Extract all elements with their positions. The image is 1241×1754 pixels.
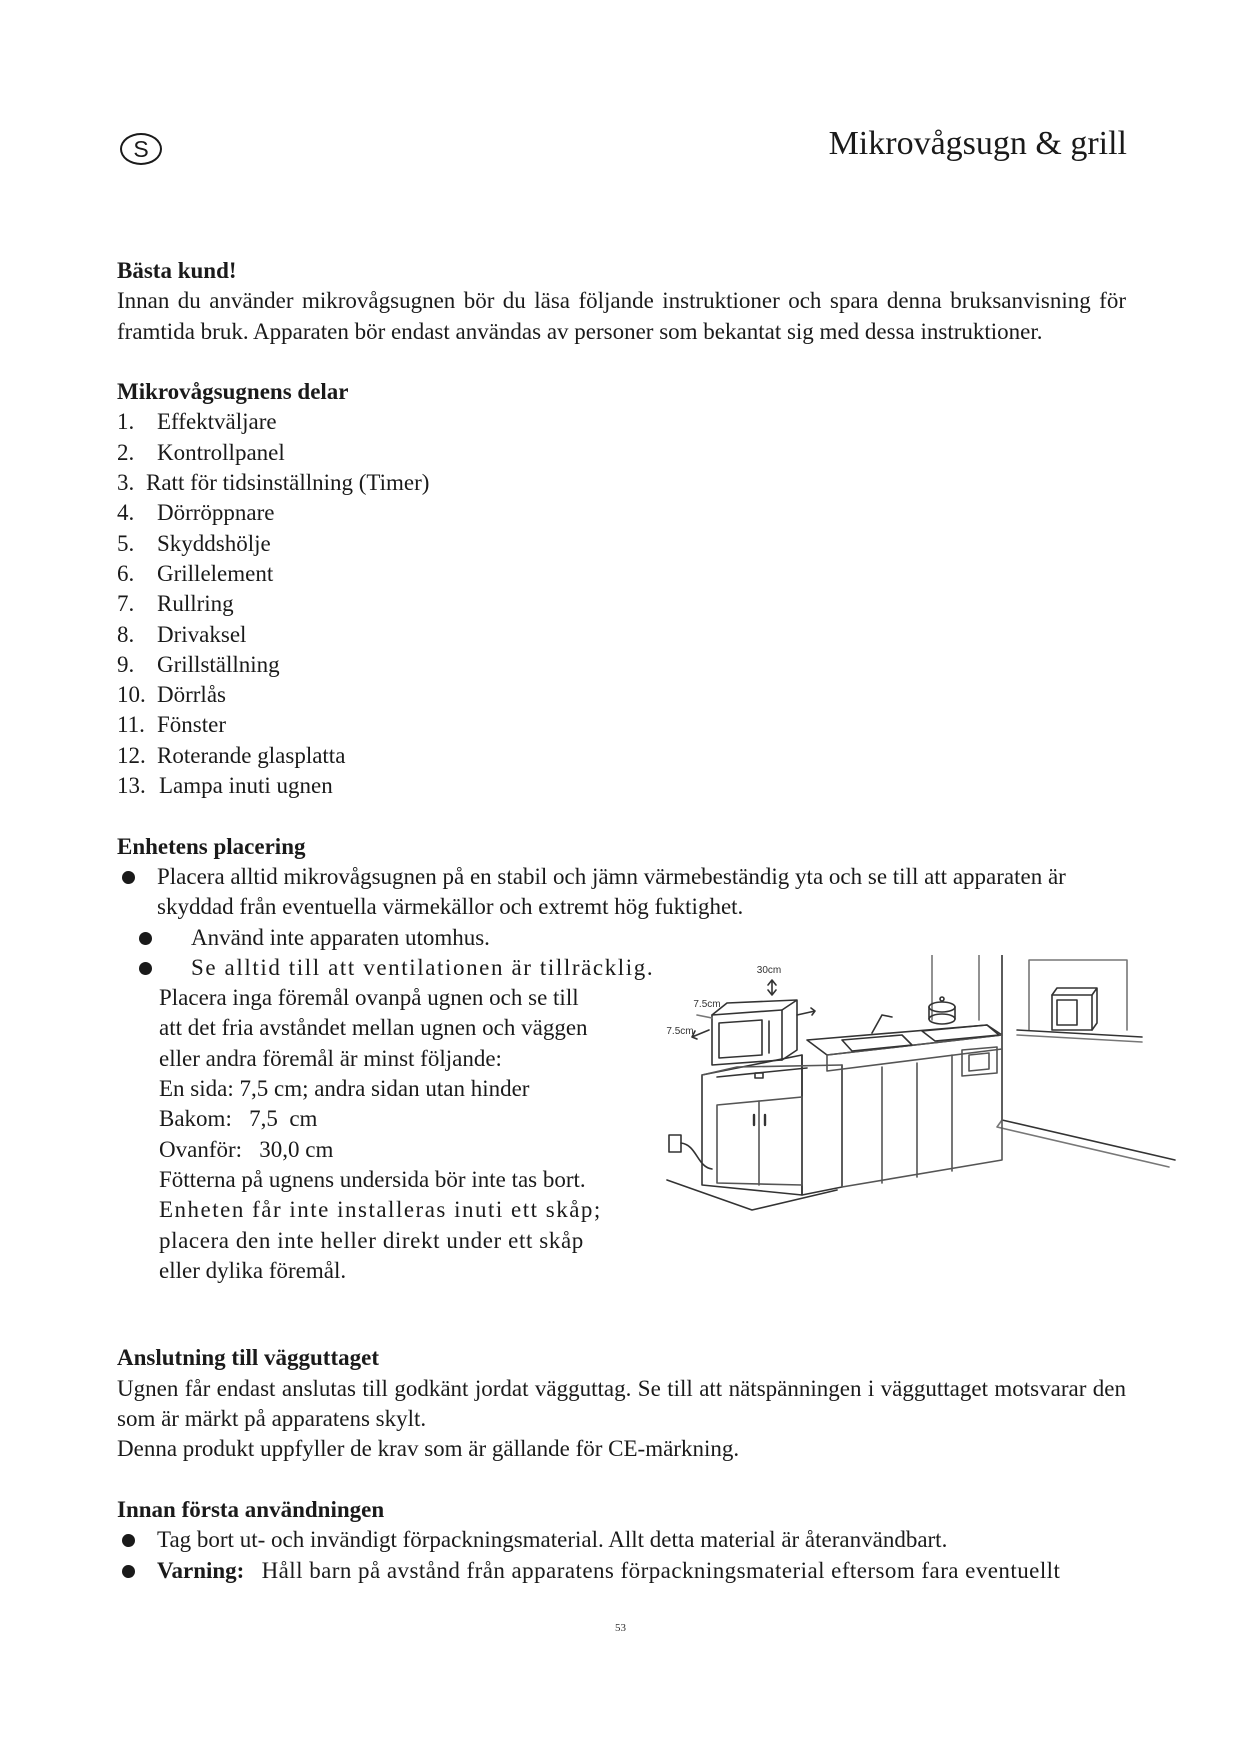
list-item	[117, 438, 1126, 468]
clearance-line: Bakom: 7,5 cm	[159, 1106, 318, 1132]
item-label: Dörrlås	[157, 682, 226, 708]
list-item	[117, 710, 1126, 740]
list-item	[117, 771, 1126, 801]
item-number: 3.	[117, 470, 135, 496]
first-use-bullets	[117, 1525, 1126, 1586]
list-item	[117, 923, 1126, 953]
clearance-side-label: 7.5cm	[693, 999, 721, 1011]
intro-paragraph: Innan du använder mikrovågsugnen bör du läsa följande instruktioner och spara denna bruksanvisning för framtida bruk. Apparaten bör endast användas av personer som bekantat sig med dessa instruktioner.	[117, 288, 1126, 344]
item-label: Skyddshölje	[157, 530, 271, 556]
bullet-icon	[122, 1565, 135, 1578]
item-number: 2.	[117, 439, 135, 465]
language-badge	[120, 133, 162, 165]
item-number: 12.	[117, 742, 146, 768]
clearance-top-label: 30cm	[756, 965, 782, 977]
item-label: Grillställning	[157, 651, 280, 677]
item-number: 8.	[117, 621, 135, 647]
item-label: Lampa inuti ugnen	[159, 773, 333, 799]
list-item	[117, 680, 1126, 710]
item-label: Dörröppnare	[157, 500, 275, 526]
parts-list	[117, 407, 1126, 801]
list-item	[117, 498, 1126, 528]
item-label: Ratt för tidsinställning (Timer)	[146, 470, 430, 496]
connection-heading: Anslutning till vägguttaget	[117, 1345, 379, 1371]
list-item	[117, 862, 1126, 923]
first-use-heading: Innan första användningen	[117, 1496, 385, 1522]
list-item	[117, 559, 1126, 589]
clearance-text	[159, 983, 647, 1286]
page-content	[117, 256, 1126, 1586]
list-item	[117, 468, 1126, 498]
parts-heading: Mikrovågsugnens delar	[117, 379, 349, 405]
clearance-back-label: 7.5cm	[666, 1026, 694, 1038]
warning-label: Varning:	[157, 1557, 245, 1583]
clearance-line: Ovanför: 30,0 cm	[159, 1136, 334, 1162]
list-item	[117, 620, 1126, 650]
item-number: 13.	[117, 773, 146, 799]
list-item	[117, 529, 1126, 559]
connection-paragraph: Ugnen får endast anslutas till godkänt jordat vägguttag. Se till att nätspänningen i vägguttaget motsvarar den som är märkt på apparatens skylt.	[117, 1375, 1126, 1432]
document-title: Mikrovågsugn & grill	[828, 125, 1127, 162]
item-label: Drivaksel	[157, 621, 247, 647]
list-item	[117, 741, 1126, 771]
clearance-line: att det fria avståndet mellan ugnen och väggen	[159, 1015, 588, 1041]
bullet-text: Använd inte apparaten utomhus.	[191, 924, 490, 950]
clearance-line: placera den inte heller direkt under ett skåp	[159, 1227, 584, 1253]
warning-text: Håll barn på avstånd från apparatens förpackningsmaterial eftersom fara eventuellt	[261, 1557, 1061, 1583]
clearance-line: En sida: 7,5 cm; andra sidan utan hinder	[159, 1076, 530, 1102]
item-label: Kontrollpanel	[157, 439, 285, 465]
clearance-line: Fötterna på ugnens undersida bör inte tas bort.	[159, 1166, 586, 1192]
kitchen-placement-illustration	[657, 955, 1177, 1225]
item-number: 6.	[117, 560, 135, 586]
item-label: Fönster	[157, 712, 226, 738]
list-item	[117, 1525, 1126, 1555]
ce-compliance-paragraph: Denna produkt uppfyller de krav som är gällande för CE-märkning.	[117, 1436, 740, 1462]
list-item	[117, 1556, 1126, 1586]
item-number: 1.	[117, 409, 135, 435]
item-label: Effektväljare	[157, 409, 277, 435]
item-number: 11.	[117, 712, 145, 738]
bullet-text: Tag bort ut- och invändigt förpackningsmaterial. Allt detta material är återanvändbart.	[157, 1527, 948, 1553]
bullet-icon	[139, 932, 152, 945]
bullet-text: Se alltid till att ventilationen är tillräcklig.	[191, 954, 655, 980]
list-item	[117, 650, 1126, 680]
item-number: 4.	[117, 500, 135, 526]
item-label: Grillelement	[157, 560, 274, 586]
bullet-text: Placera alltid mikrovågsugnen på en stabil och jämn värmebeständig yta och se till att apparaten är skyddad från eventuella värmekällor och extremt hög fuktighet.	[157, 863, 1066, 920]
placement-bullets	[117, 862, 1126, 923]
page-number: 53	[615, 1622, 626, 1634]
bullet-icon	[122, 871, 135, 884]
greeting-heading: Bästa kund!	[117, 258, 237, 283]
item-label: Roterande glasplatta	[157, 742, 346, 768]
list-item	[117, 589, 1126, 619]
item-label: Rullring	[157, 591, 234, 617]
bullet-icon	[139, 962, 152, 975]
language-badge-letter: S	[133, 135, 149, 162]
bullet-icon	[122, 1534, 135, 1547]
placement-heading: Enhetens placering	[117, 833, 306, 859]
clearance-line: Enheten får inte installeras inuti ett skåp;	[159, 1197, 602, 1223]
item-number: 9.	[117, 651, 135, 677]
clearance-line: eller dylika föremål.	[159, 1257, 347, 1283]
item-number: 10.	[117, 682, 146, 708]
list-item	[117, 407, 1126, 437]
item-number: 7.	[117, 591, 135, 617]
clearance-line: eller andra föremål är minst följande:	[159, 1045, 502, 1071]
item-number: 5.	[117, 530, 135, 556]
clearance-line: Placera inga föremål ovanpå ugnen och se till	[159, 985, 579, 1011]
